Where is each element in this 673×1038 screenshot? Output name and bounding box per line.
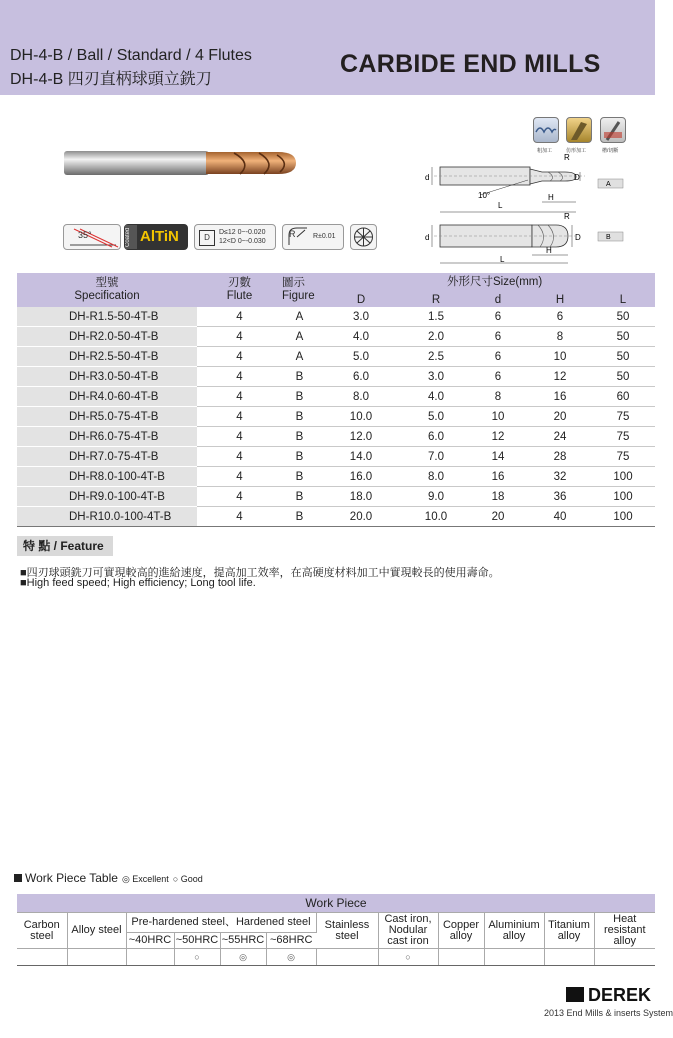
col-68hrc: ~68HRC — [266, 933, 316, 949]
dim-D-a: D — [574, 173, 580, 182]
feature-text-zh: ■四刃球頭銑刀可實現較高的進給速度，提高加工效率，在高硬度材料加工中實現較長的使用壽命。 — [20, 567, 500, 579]
col-55hrc: ~55HRC — [220, 933, 266, 949]
op-label-profiling: 仿形加工 — [566, 148, 587, 154]
slotting-icon — [600, 117, 626, 143]
dim-H-b: H — [546, 246, 552, 255]
tolerance-badge — [194, 224, 276, 250]
col-titanium-alloy: Titanium alloy — [544, 913, 594, 949]
dim-L-b: L — [500, 255, 505, 264]
dim-L-a: L — [498, 201, 503, 210]
col-cast-iron: Cast iron, Nodular cast iron — [378, 913, 438, 949]
footer-text: 2013 End Mills & inserts System — [544, 1008, 673, 1018]
square-bullet-icon — [14, 874, 22, 882]
workpiece-table — [17, 894, 655, 966]
col-40hrc: ~40HRC — [126, 933, 174, 949]
radius-symbol: R — [289, 229, 296, 239]
table-row: DH-R7.0-75-4T-B 4 B 14.0 7.0 14 28 75 — [17, 447, 655, 467]
table-row: DH-R1.5-50-4T-B 4 A 3.0 1.5 6 6 50 — [17, 307, 655, 327]
feature-heading: 特 點 / Feature — [17, 536, 113, 556]
col-50hrc: ~50HRC — [174, 933, 220, 949]
helix-angle-label: 10° — [478, 191, 491, 200]
table-row: DH-R5.0-75-4T-B 4 B 10.0 5.0 10 20 75 — [17, 407, 655, 427]
roughing-icon — [533, 117, 559, 143]
figure-a-label: A — [606, 181, 611, 188]
technical-drawing — [420, 150, 655, 270]
col-hardened-steel: Pre-hardened steel、Hardened steel — [126, 913, 316, 933]
col-stainless-steel: Stainless steel — [316, 913, 378, 949]
col-L: L — [591, 273, 655, 307]
table-row: DH-R6.0-75-4T-B 4 B 12.0 6.0 12 24 75 — [17, 427, 655, 447]
table-row: DH-R9.0-100-4T-B 4 B 18.0 9.0 18 36 100 — [17, 487, 655, 507]
table-row: DH-R2.0-50-4T-B 4 A 4.0 2.0 6 8 50 — [17, 327, 655, 347]
dim-d-a: d — [425, 173, 430, 182]
op-label-roughing: 粗加工 — [537, 148, 553, 154]
coating-name: AlTiN — [140, 228, 179, 245]
brand-logo: DEREK — [566, 985, 651, 1006]
col-spec: 型號 Specification — [17, 273, 197, 307]
table-row: DH-R8.0-100-4T-B 4 B 16.0 8.0 16 32 100 — [17, 467, 655, 487]
feature-text-en: ■High feed speed; High efficiency; Long tool life. — [20, 577, 256, 589]
main-title: CARBIDE END MILLS — [340, 50, 601, 78]
col-R: R — [405, 273, 467, 307]
spec-table — [17, 273, 655, 527]
dim-r-b: R — [564, 212, 570, 221]
col-d: 外形尺寸Size(mm) d — [467, 273, 529, 307]
col-alloy-steel: Alloy steel — [67, 913, 126, 949]
drawing-figure-a — [432, 167, 623, 212]
radius-tolerance-badge — [282, 224, 344, 250]
tolerance-line-2: 12<D 0~-0.030 — [219, 238, 266, 245]
coating-badge — [124, 224, 188, 250]
profiling-icon — [566, 117, 592, 143]
brand-mark-icon — [566, 987, 584, 1002]
legend-excellent: ◎ Excellent — [121, 874, 169, 884]
drawing-figure-b — [432, 225, 623, 263]
dim-H-a: H — [548, 193, 554, 202]
dim-D-b: D — [575, 233, 581, 242]
col-heat-resistant-alloy: Heat resistant alloy — [594, 913, 655, 949]
workpiece-title: Work Piece Table ◎ Excellent ○ Good — [14, 871, 203, 885]
four-flute-icon — [351, 225, 376, 249]
end-mill-photo — [64, 150, 296, 176]
op-label-slotting: 槽/切斷 — [602, 148, 619, 154]
legend-good: ○ Good — [172, 874, 203, 884]
col-H: H — [529, 273, 591, 307]
col-aluminium-alloy: Aluminium alloy — [484, 913, 544, 949]
dim-d-b: d — [425, 233, 430, 242]
coated-label: Coated — [125, 225, 137, 249]
workpiece-header: Work Piece — [17, 894, 655, 913]
tolerance-line-1: D≤12 0~-0.020 — [219, 229, 266, 236]
radius-tolerance-text: R±0.01 — [313, 233, 336, 240]
figure-b-label: B — [606, 234, 611, 241]
series-title-zh: DH-4-B 四刃直柄球頭立銑刀 — [10, 71, 212, 88]
helix-angle-text: 35° — [78, 230, 92, 240]
table-row: DH-R3.0-50-4T-B 4 B 6.0 3.0 6 12 50 — [17, 367, 655, 387]
table-row: DH-R2.5-50-4T-B 4 A 5.0 2.5 6 10 50 — [17, 347, 655, 367]
table-row: DH-R4.0-60-4T-B 4 B 8.0 4.0 8 16 60 — [17, 387, 655, 407]
flute-count-badge — [350, 224, 377, 250]
rating-row: ○ ◎ ◎ ○ — [17, 949, 655, 966]
col-copper-alloy: Copper alloy — [438, 913, 484, 949]
col-D: D — [317, 273, 405, 307]
helix-angle-icon — [64, 225, 120, 249]
helix-angle-badge — [63, 224, 121, 250]
col-figure: 圖示 Figure — [282, 273, 317, 307]
col-flute: 刃數 Flute — [197, 273, 282, 307]
series-title-en: DH-4-B / Ball / Standard / 4 Flutes — [10, 47, 252, 64]
table-row: DH-R10.0-100-4T-B 4 B 20.0 10.0 20 40 100 — [17, 507, 655, 527]
size-header: 外形尺寸Size(mm) — [447, 276, 543, 288]
diameter-symbol: D — [199, 230, 215, 246]
col-carbon-steel: Carbon steel — [17, 913, 67, 949]
dim-r-a: R — [564, 153, 570, 162]
